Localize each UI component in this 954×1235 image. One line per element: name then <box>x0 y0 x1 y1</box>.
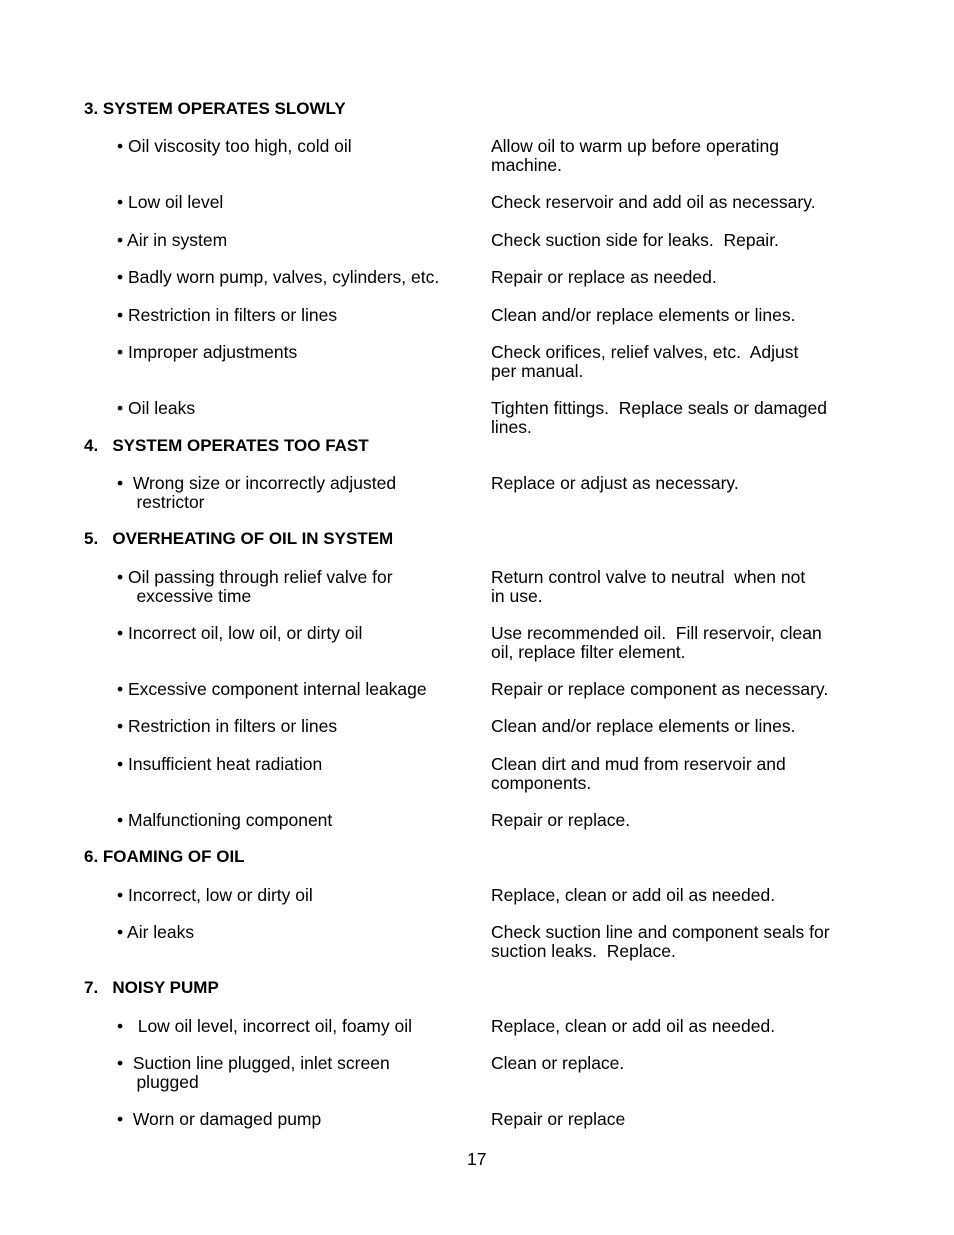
remedy-text: Clean or replace. <box>491 1053 625 1073</box>
remedy-text: Check reservoir and add oil as necessary. <box>491 192 816 212</box>
remedy-text: Clean dirt and mud from reservoir and components. <box>491 754 786 793</box>
remedy-text: Check suction line and component seals for suction leaks. Replace. <box>491 922 830 961</box>
cause-text: • Low oil level <box>117 192 224 212</box>
cause-text: • Oil viscosity too high, cold oil <box>117 136 352 156</box>
remedy-text: Replace, clean or add oil as needed. <box>491 885 776 905</box>
remedy-text: Check orifices, relief valves, etc. Adjust per manual. <box>491 342 799 381</box>
section-3-heading: 3. SYSTEM OPERATES SLOWLY <box>84 99 346 118</box>
section-6-heading: 6. FOAMING OF OIL <box>84 847 245 866</box>
remedy-text: Allow oil to warm up before operating machine. <box>491 136 779 175</box>
section-4-heading: 4. SYSTEM OPERATES TOO FAST <box>84 436 369 455</box>
remedy-text: Repair or replace <box>491 1109 626 1129</box>
remedy-text: Repair or replace as needed. <box>491 267 717 287</box>
cause-text: • Incorrect oil, low oil, or dirty oil <box>117 623 363 643</box>
remedy-text: Tighten fittings. Replace seals or damaged lines. <box>491 398 827 437</box>
cause-text: • Low oil level, incorrect oil, foamy oil <box>117 1016 412 1036</box>
cause-text: • Improper adjustments <box>117 342 298 362</box>
cause-text: • Air in system <box>117 230 228 250</box>
remedy-text: Replace or adjust as necessary. <box>491 473 739 493</box>
remedy-text: Replace, clean or add oil as needed. <box>491 1016 776 1036</box>
remedy-text: Repair or replace. <box>491 810 631 830</box>
page-number: 17 <box>467 1149 487 1169</box>
cause-text: • Oil leaks <box>117 398 196 418</box>
cause-text: • Incorrect, low or dirty oil <box>117 885 313 905</box>
remedy-text: Check suction side for leaks. Repair. <box>491 230 779 250</box>
cause-text: • Suction line plugged, inlet screen plugged <box>117 1053 390 1092</box>
cause-text: • Air leaks <box>117 922 195 942</box>
cause-text: • Badly worn pump, valves, cylinders, etc. <box>117 267 440 287</box>
remedy-text: Repair or replace component as necessary. <box>491 679 829 699</box>
cause-text: • Restriction in filters or lines <box>117 305 338 325</box>
cause-text: • Malfunctioning component <box>117 810 333 830</box>
section-5-heading: 5. OVERHEATING OF OIL IN SYSTEM <box>84 529 394 548</box>
cause-text: • Wrong size or incorrectly adjusted restrictor <box>117 473 397 512</box>
cause-text: • Excessive component internal leakage <box>117 679 427 699</box>
remedy-text: Clean and/or replace elements or lines. <box>491 305 796 325</box>
cause-text: • Insufficient heat radiation <box>117 754 323 774</box>
cause-text: • Restriction in filters or lines <box>117 716 338 736</box>
section-7-heading: 7. NOISY PUMP <box>84 978 219 997</box>
remedy-text: Clean and/or replace elements or lines. <box>491 716 796 736</box>
cause-text: • Worn or damaged pump <box>117 1109 322 1129</box>
remedy-text: Return control valve to neutral when not in use. <box>491 567 806 606</box>
cause-text: • Oil passing through relief valve for excessive time <box>117 567 393 606</box>
remedy-text: Use recommended oil. Fill reservoir, clean oil, replace filter element. <box>491 623 822 662</box>
